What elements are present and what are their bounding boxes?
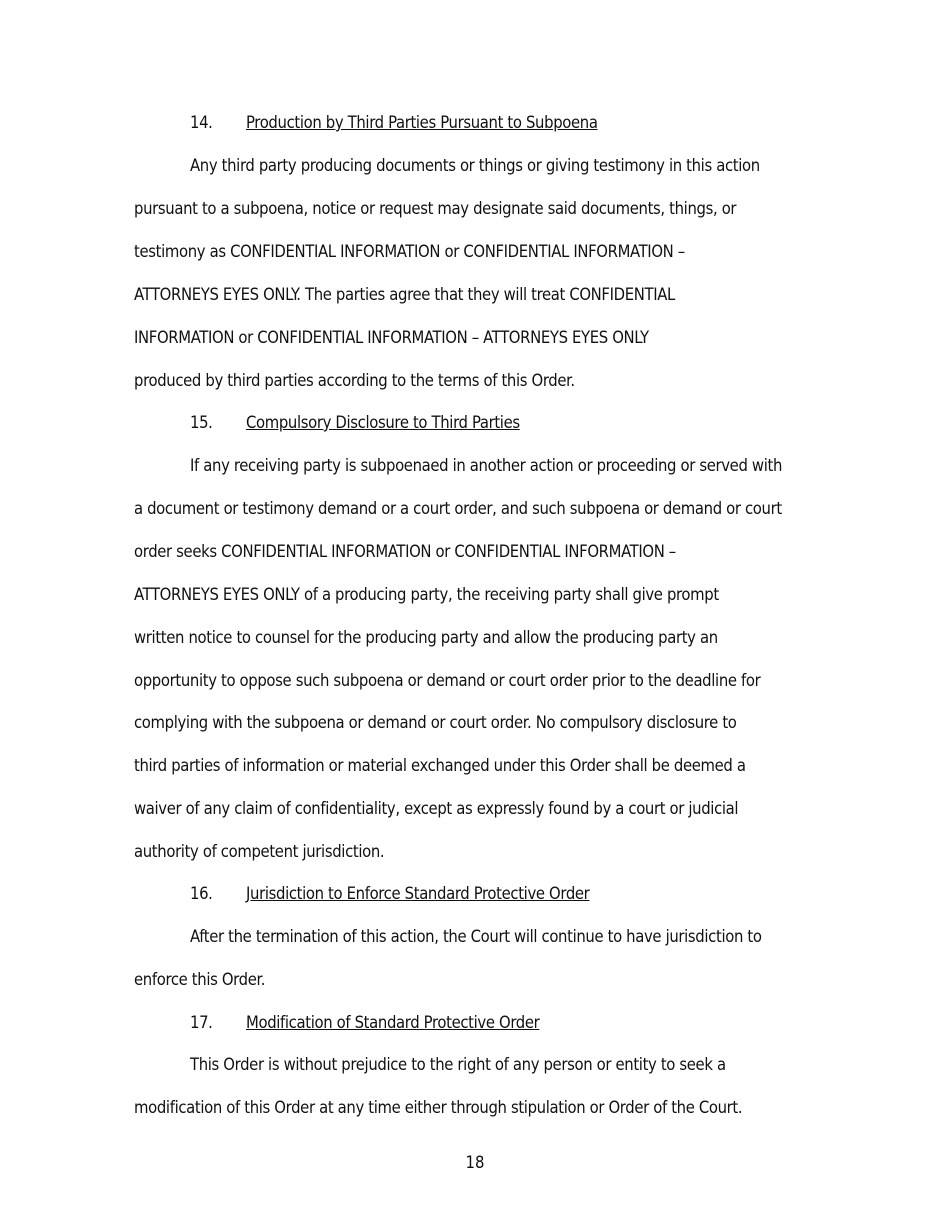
paragraph-line: enforce this Order. [134, 970, 266, 989]
section-number: 15. [190, 413, 213, 432]
section-heading: Jurisdiction to Enforce Standard Protective Order [246, 884, 590, 903]
paragraph-line: produced by third parties according to the terms of this Order. [134, 371, 575, 390]
paragraph-line: INFORMATION or CONFIDENTIAL INFORMATION – ATTORNEYS EYES ONLY [134, 328, 649, 347]
paragraph-line: written notice to counsel for the producing party and allow the producing party an [134, 628, 718, 647]
paragraph-line: Any third party producing documents or things or giving testimony in this action [190, 156, 760, 175]
paragraph-line: After the termination of this action, the Court will continue to have jurisdiction to [190, 927, 762, 946]
paragraph-line: ATTORNEYS EYES ONLY. The parties agree that they will treat CONFIDENTIAL [134, 285, 675, 304]
section-heading: Compulsory Disclosure to Third Parties [246, 413, 520, 432]
section-number: 16. [190, 884, 213, 903]
paragraph-line: ATTORNEYS EYES ONLY of a producing party, the receiving party shall give prompt [134, 585, 719, 604]
paragraph-line: waiver of any claim of confidentiality, except as expressly found by a court or judicial [134, 799, 739, 818]
page-number: 18 [465, 1153, 485, 1172]
section-number: 17. [190, 1013, 213, 1032]
paragraph-line: modification of this Order at any time either through stipulation or Order of the Court. [134, 1098, 743, 1117]
section-heading: Modification of Standard Protective Order [246, 1013, 540, 1032]
paragraph-line: This Order is without prejudice to the right of any person or entity to seek a [190, 1055, 726, 1074]
paragraph-line: testimony as CONFIDENTIAL INFORMATION or CONFIDENTIAL INFORMATION – [134, 242, 685, 261]
section-number: 14. [190, 113, 213, 132]
paragraph-line: pursuant to a subpoena, notice or request may designate said documents, things, or [134, 199, 737, 218]
paragraph-line: a document or testimony demand or a court order, and such subpoena or demand or court [134, 499, 782, 518]
paragraph-line: authority of competent jurisdiction. [134, 842, 385, 861]
paragraph-line: opportunity to oppose such subpoena or demand or court order prior to the deadline for [134, 671, 761, 690]
paragraph-line: order seeks CONFIDENTIAL INFORMATION or CONFIDENTIAL INFORMATION – [134, 542, 676, 561]
paragraph-line: third parties of information or material exchanged under this Order shall be deemed a [134, 756, 746, 775]
paragraph-line: If any receiving party is subpoenaed in another action or proceeding or served with [190, 456, 783, 475]
paragraph-line: complying with the subpoena or demand or court order. No compulsory disclosure to [134, 713, 737, 732]
section-heading: Production by Third Parties Pursuant to Subpoena [246, 113, 598, 132]
